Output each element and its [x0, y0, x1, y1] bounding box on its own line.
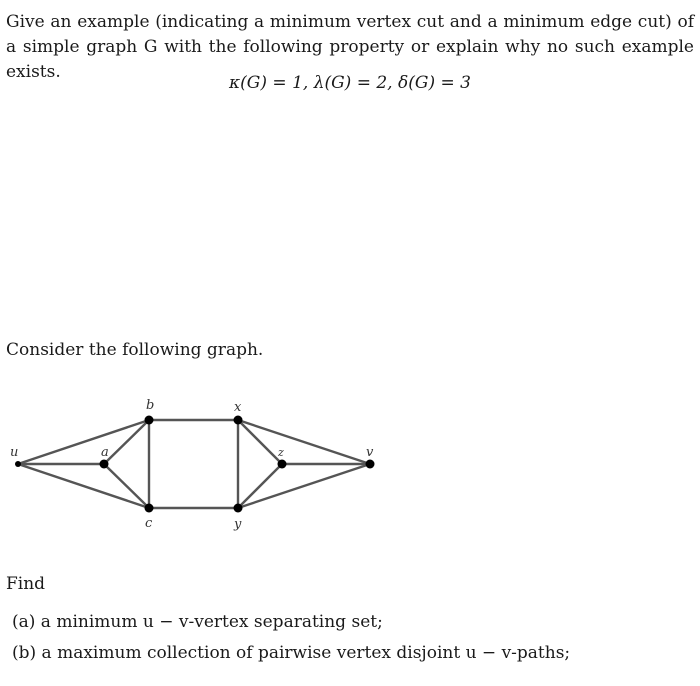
vertex-u [15, 461, 21, 467]
edge-y-v [238, 464, 370, 508]
problem-1-text: Give an example (indicating a minimum vertex cut and a minimum edge cut) of a simple graph G with the following property or explain why no such example exists. [6, 12, 694, 82]
vertex-y [234, 504, 243, 513]
find-label: Find [6, 574, 46, 594]
vertex-z [278, 460, 287, 469]
label-b: b [146, 398, 155, 413]
vertex-v [366, 460, 375, 469]
graph-figure [0, 390, 700, 550]
vertex-c [145, 504, 154, 513]
label-x: x [234, 400, 242, 415]
item-a: (a) a minimum u − v-vertex separating set; [12, 612, 383, 632]
item-b: (b) a maximum collection of pairwise vertex disjoint u − v-paths; [12, 643, 571, 663]
label-y: y [234, 517, 242, 532]
edge-u-c [18, 464, 149, 508]
edge-x-v [238, 420, 370, 464]
edge-u-b [18, 420, 149, 464]
label-c: c [145, 516, 153, 531]
property-formula: κ(G) = 1, λ(G) = 2, δ(G) = 3 [229, 73, 471, 93]
vertex-a [100, 460, 109, 469]
vertex-x [234, 416, 243, 425]
vertex-b [145, 416, 154, 425]
label-u: u [10, 445, 19, 460]
label-z: z [278, 446, 284, 459]
graph-intro: Consider the following graph. [6, 340, 264, 360]
label-v: v [366, 445, 374, 460]
label-a: a [101, 445, 109, 460]
